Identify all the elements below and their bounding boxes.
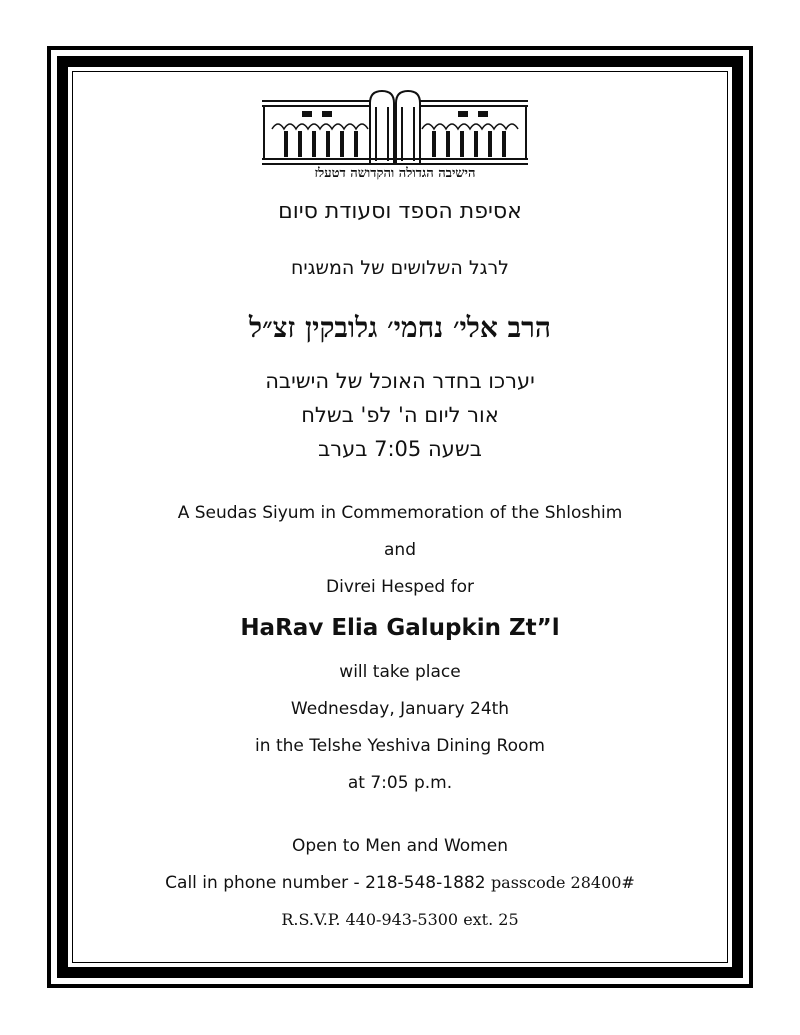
- hebrew-location: יערכו בחדר האוכל של הישיבה: [265, 369, 535, 393]
- passcode: passcode 28400#: [490, 873, 635, 892]
- rsvp: R.S.V.P. 440-943-5300 ext. 25: [281, 910, 519, 929]
- english-honoree-name: HaRav Elia Galupkin Zt”l: [240, 615, 560, 641]
- hebrew-title: אסיפת הספד וסעודת סיום: [278, 199, 522, 224]
- logo-caption: הישיבה הגדולה והקדושה דטעלז: [314, 166, 476, 181]
- yeshiva-logo: [262, 89, 528, 189]
- english-location: in the Telshe Yeshiva Dining Room: [255, 736, 545, 756]
- english-intro: A Seudas Siyum in Commemoration of the Shloshim: [177, 503, 623, 523]
- call-in-number: Call in phone number - 218-548-1882: [165, 873, 486, 893]
- yeshiva-building-icon: [262, 89, 528, 169]
- hebrew-date: אור ליום ה' לפ' בשלח: [301, 403, 499, 427]
- english-take-place: will take place: [339, 662, 461, 682]
- hebrew-subtitle: לרגל השלושים של המשגיח: [291, 257, 509, 279]
- call-in-line: [72, 873, 728, 893]
- english-date: Wednesday, January 24th: [290, 699, 510, 719]
- hebrew-time: בשעה 7:05 בערב: [318, 437, 482, 461]
- invitation-content: [72, 71, 728, 963]
- english-time: at 7:05 p.m.: [347, 773, 453, 793]
- open-to-all: Open to Men and Women: [292, 836, 508, 856]
- hebrew-honoree-name: הרב אלי׳ נחמי׳ גלובקין זצ״ל: [249, 311, 551, 344]
- english-and: and: [384, 540, 416, 560]
- english-hesped: Divrei Hesped for: [326, 577, 474, 597]
